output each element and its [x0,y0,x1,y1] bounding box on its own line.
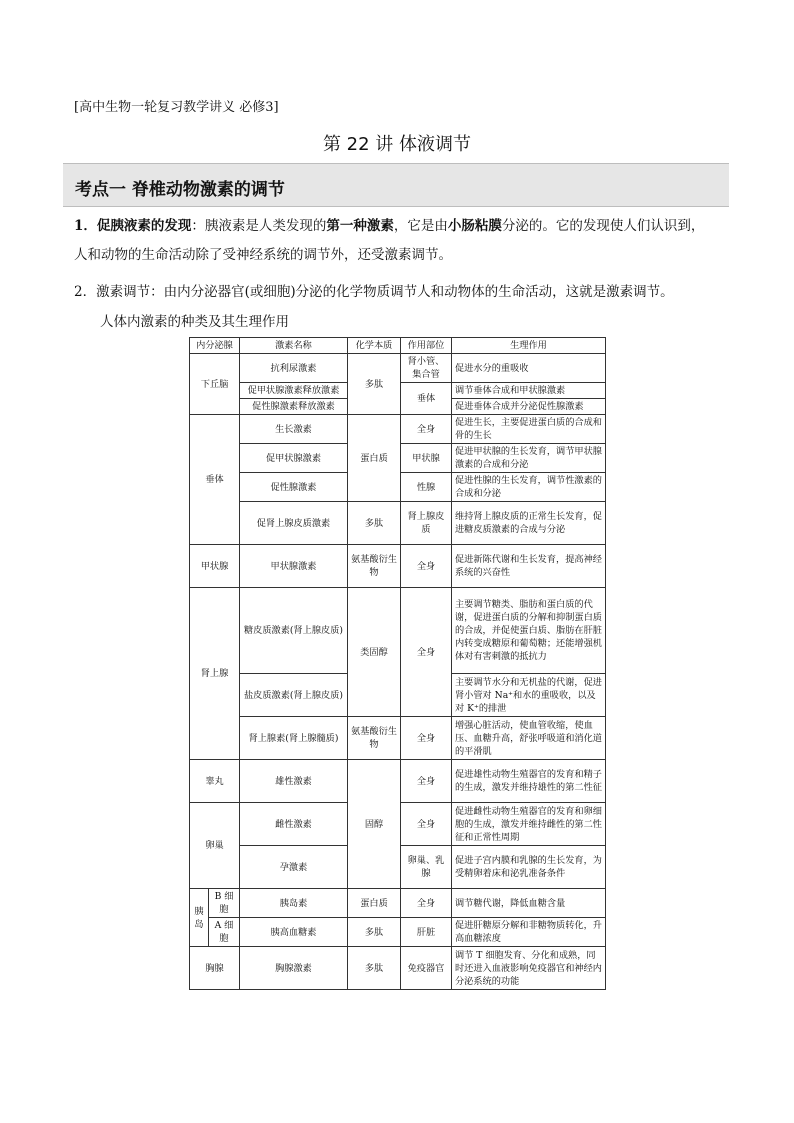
site-cell: 全身 [401,889,452,918]
hormone-table [189,337,606,990]
effect-cell: 调节垂体合成和甲状腺激素 [452,383,606,399]
site-cell: 全身 [401,588,452,717]
table-row [190,889,606,918]
table-row [190,760,606,803]
table-row [190,947,606,990]
site-cell: 全身 [401,803,452,846]
header-cell: 内分泌腺 [190,338,240,354]
site-cell: 甲状腺 [401,444,452,473]
hormone-cell: 肾上腺素(肾上腺髓质) [240,717,348,760]
table-row [190,502,606,545]
hormone-cell: 糖皮质激素(肾上腺皮质) [240,588,348,674]
chem-cell: 多肽 [348,918,401,947]
hormone-cell: 促甲状腺激素释放激素 [240,383,348,399]
chem-cell: 多肽 [348,502,401,545]
site-cell: 免疫器官 [401,947,452,990]
effect-cell: 调节糖代谢，降低血糖含量 [452,889,606,918]
gland-cell: 肾上腺 [190,588,240,760]
p1-text-b: ，它是由 [393,218,448,234]
hormone-cell: 孕激素 [240,846,348,889]
p1-number: 1． [74,218,97,234]
table-header-row [190,338,606,354]
table-row [190,415,606,444]
hormone-cell: 胰高血糖素 [240,918,348,947]
effect-cell: 增强心脏活动，使血管收缩，使血压、血糖升高，舒张呼吸道和消化道的平滑肌 [452,717,606,760]
effect-cell: 调节 T 细胞发育、分化和成熟，同时还进入血液影响免疫器官和神经内分泌系统的功能 [452,947,606,990]
p1-text-a: ：胰液素是人类发现的 [191,218,327,234]
header-cell: 化学本质 [348,338,401,354]
chem-cell: 类固醇 [348,588,401,717]
effect-cell: 促进子宫内膜和乳腺的生长发育，为受精卵着床和泌乳准备条件 [452,846,606,889]
site-cell: 全身 [401,717,452,760]
effect-cell: 促进新陈代谢和生长发育，提高神经系统的兴奋性 [452,545,606,588]
effect-cell: 促进生长，主要促进蛋白质的合成和骨的生长 [452,415,606,444]
site-cell: 性腺 [401,473,452,502]
table-caption: 人体内激素的种类及其生理作用 [100,314,289,330]
gland-cell: 下丘脑 [190,354,240,415]
hormone-cell: 促性腺激素释放激素 [240,399,348,415]
gland-cell: 胸腺 [190,947,240,990]
hormone-cell: 雄性激素 [240,760,348,803]
effect-cell: 维持肾上腺皮质的正常生长发育，促进糖皮质激素的合成与分泌 [452,502,606,545]
gland-cell: 睾丸 [190,760,240,803]
effect-cell: 主要调节水分和无机盐的代谢，促进肾小管对 Na⁺和水的重吸收，以及对 K⁺的排泄 [452,674,606,717]
chem-cell: 多肽 [348,947,401,990]
cell-type-cell: A 细胞 [209,918,240,947]
header-cell: 激素名称 [240,338,348,354]
p1-text-c: 分泌的。它的发现使人们认识到， [501,218,705,234]
p1-keyword-3: 小肠粘膜 [447,218,502,234]
effect-cell: 促进垂体合成并分泌促性腺激素 [452,399,606,415]
effect-cell: 促进雄性动物生殖器官的发育和精子的生成，激发并维持雄性的第二性征 [452,760,606,803]
table-row [190,918,606,947]
effect-cell: 促进雌性动物生殖器官的发育和卵细胞的生成，激发并维持雌性的第二性征和正常性周期 [452,803,606,846]
site-cell: 肝脏 [401,918,452,947]
site-cell: 全身 [401,415,452,444]
header-cell: 生理作用 [452,338,606,354]
site-cell: 卵巢、乳腺 [401,846,452,889]
hormone-cell: 胰岛素 [240,889,348,918]
chem-cell: 多肽 [348,354,401,415]
chem-cell: 蛋白质 [348,415,401,502]
page-title: 第 22 讲 体液调节 [322,134,472,155]
hormone-cell: 促肾上腺皮质激素 [240,502,348,545]
hormone-cell: 促性腺激素 [240,473,348,502]
table-row [190,545,606,588]
paragraph-2: 2．激素调节：由内分泌器官(或细胞)分泌的化学物质调节人和动物体的生命活动，这就是激素调节。 [74,284,674,300]
hormone-cell: 生长激素 [240,415,348,444]
hormone-cell: 盐皮质激素(肾上腺皮质) [240,674,348,717]
effect-cell: 促进水分的重吸收 [452,354,606,383]
chem-cell: 氨基酸衍生物 [348,717,401,760]
gland-cell: 垂体 [190,415,240,545]
effect-cell: 主要调节糖类、脂肪和蛋白质的代谢，促进蛋白质的分解和抑制蛋白质的合成，并促使蛋白质、脂肪在肝脏内转变成糖原和葡萄糖；还能增强机体对有害刺激的抵抗力 [452,588,606,674]
site-cell: 肾上腺皮质 [401,502,452,545]
gland-cell: 甲状腺 [190,545,240,588]
header-cell: 作用部位 [401,338,452,354]
chem-cell: 固醇 [348,760,401,889]
site-cell: 全身 [401,760,452,803]
effect-cell: 促进肝糖原分解和非糖物质转化，升高血糖浓度 [452,918,606,947]
table-row [190,588,606,674]
site-cell: 全身 [401,545,452,588]
hormone-cell: 胸腺激素 [240,947,348,990]
paragraph-1-line-2: 人和动物的生命活动除了受神经系统的调节外，还受激素调节。 [74,247,452,263]
site-cell: 肾小管、集合管 [401,354,452,383]
gland-cell: 卵巢 [190,803,240,889]
chem-cell: 氨基酸衍生物 [348,545,401,588]
cell-type-cell: B 细胞 [209,889,240,918]
table-row [190,354,606,383]
effect-cell: 促进甲状腺的生长发育，调节甲状腺激素的合成和分泌 [452,444,606,473]
gland-cell: 胰岛 [190,889,209,947]
chem-cell: 蛋白质 [348,889,401,918]
section-heading-box [63,163,729,207]
paragraph-1 [74,212,726,241]
hormone-cell: 雌性激素 [240,803,348,846]
hormone-cell: 甲状腺激素 [240,545,348,588]
p1-keyword-2: 第一种激素 [326,218,394,234]
section-title: 考点一 脊椎动物激素的调节 [75,180,285,200]
hormone-cell: 抗利尿激素 [240,354,348,383]
series-header: [高中生物一轮复习教学讲义 必修3] [74,100,279,115]
table-row [190,717,606,760]
p1-keyword: 促胰液素的发现 [96,218,192,234]
hormone-cell: 促甲状腺激素 [240,444,348,473]
site-cell: 垂体 [401,383,452,415]
effect-cell: 促进性腺的生长发育，调节性激素的合成和分泌 [452,473,606,502]
